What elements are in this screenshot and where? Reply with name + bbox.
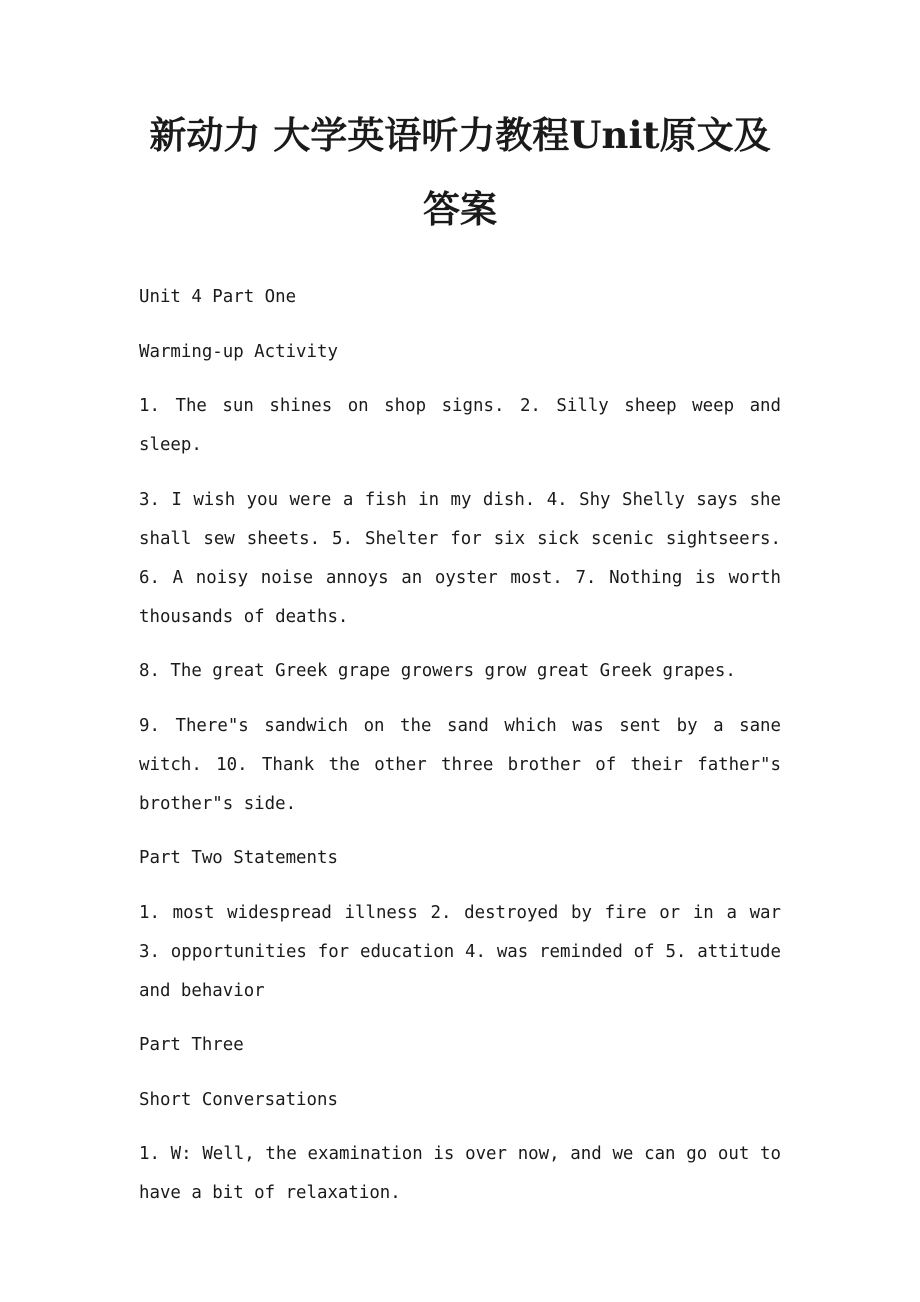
tongue-twister-paragraph: 1. The sun shines on shop signs. 2. Silly sheep weep and sleep.	[139, 396, 781, 455]
unit-heading: Unit 4 Part One	[139, 287, 297, 307]
document-title: 新动力 大学英语听力教程Unit原文及答案	[149, 113, 771, 231]
section-heading-part-three: Part Three	[139, 1035, 244, 1055]
document-page	[139, 0, 781, 1229]
section-heading-short-conversations: Short Conversations	[139, 1089, 338, 1110]
tongue-twister-paragraph: 9. There"s sandwich on the sand which was sent by a sane witch. 10. Thank the other three brother of their father"s brother"s side.	[139, 715, 781, 814]
conversation-paragraph: 1. W: Well, the examination is over now, and we can go out to have a bit of relaxation.	[139, 1144, 781, 1203]
section-heading-warming-up: Warming-up Activity	[139, 341, 338, 362]
tongue-twister-paragraph: 8. The great Greek grape growers grow great Greek grapes.	[139, 661, 736, 681]
answers-paragraph: 1. most widespread illness 2. destroyed by fire or in a war 3. opportunities for education 4. was reminded of 5. attitude and behavior	[139, 902, 781, 1001]
section-heading-part-two: Part Two Statements	[139, 848, 338, 868]
tongue-twister-paragraph: 3. I wish you were a fish in my dish. 4. Shy Shelly says she shall sew sheets. 5. Shelter for six sick scenic sightseers. 6. A noisy noise annoys an oyster most. 7. Nothing is worth thousands of deaths.	[139, 489, 781, 627]
